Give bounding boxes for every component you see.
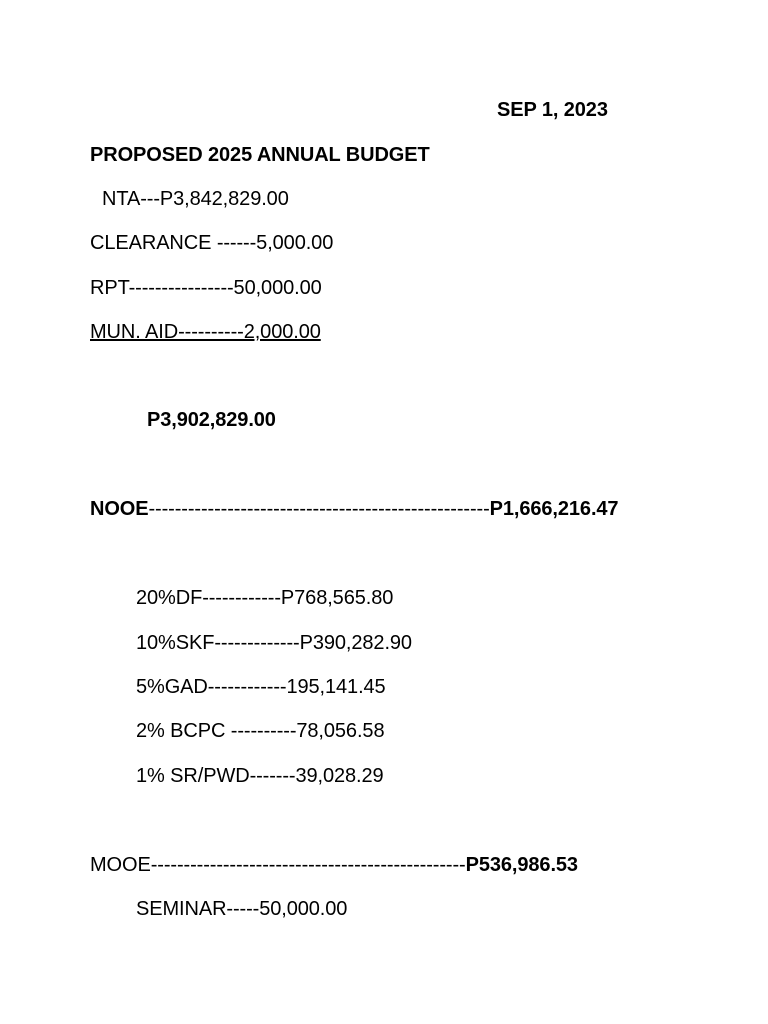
document-title: PROPOSED 2025 ANNUAL BUDGET bbox=[90, 144, 430, 166]
mooe-line bbox=[90, 853, 578, 877]
nooe-label-start: NOOE bbox=[90, 498, 149, 520]
document-date: SEP 1, 2023 bbox=[497, 99, 608, 121]
allocation-df: 20%DF------------P768,565.80 bbox=[136, 587, 394, 609]
income-line-clearance: CLEARANCE ------5,000.00 bbox=[90, 232, 334, 254]
allocation-sr-pwd: 1% SR/PWD-------39,028.29 bbox=[136, 765, 384, 787]
income-total: P3,902,829.00 bbox=[147, 409, 276, 431]
mooe-amount: P536,986.53 bbox=[465, 854, 578, 876]
allocation-skf: 10%SKF-------------P390,282.90 bbox=[136, 632, 412, 654]
allocation-gad: 5%GAD------------195,141.45 bbox=[136, 676, 386, 698]
income-line-nta: NTA---P3,842,829.00 bbox=[102, 188, 289, 210]
nooe-line bbox=[90, 497, 618, 521]
income-line-mun-aid: MUN. AID----------2,000.00 bbox=[90, 321, 321, 343]
allocation-bcpc: 2% BCPC ----------78,056.58 bbox=[136, 720, 385, 742]
mooe-item-seminar: SEMINAR-----50,000.00 bbox=[136, 898, 348, 920]
nooe-amount: P1,666,216.47 bbox=[489, 498, 619, 520]
nooe-leader: ---------------------------------------------------- bbox=[148, 498, 490, 520]
mooe-label: MOOE------------------------------------------------ bbox=[90, 854, 466, 876]
income-line-rpt: RPT----------------50,000.00 bbox=[90, 277, 322, 299]
